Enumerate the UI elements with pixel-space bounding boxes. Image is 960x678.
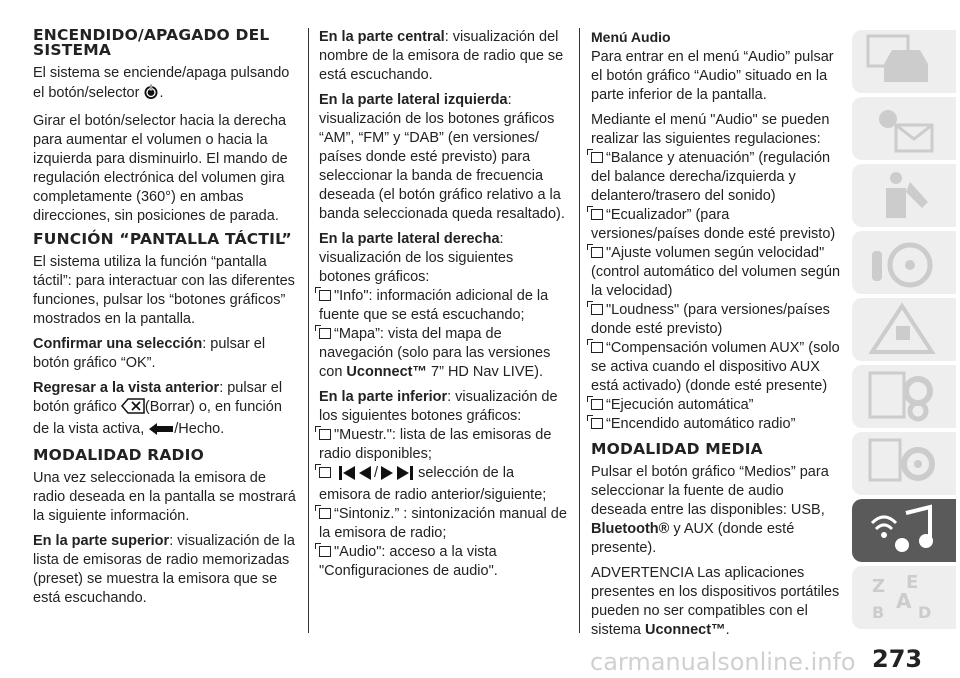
backspace-icon [121, 398, 145, 420]
list-item: “Compensación volumen AUX” (solo se activa cuando el dispositivo AUX está activado) (donde esté presente) [591, 340, 840, 394]
para-audio: Para entrar en el menú “Audio” pulsar el botón gráfico “Audio” situado en la parte inferior de la pantalla. [591, 49, 834, 103]
heading-radio: MODALIDAD RADIO [33, 446, 204, 464]
para-inferior: En la parte inferior: visualización de los siguientes botones gráficos: [319, 389, 558, 424]
bullet-icon [591, 209, 603, 220]
bullet-icon [591, 247, 603, 258]
bullet-icon [319, 546, 331, 557]
para-mediante: Mediante el menú "Audio" se pueden realizar las siguientes regulaciones: [591, 112, 830, 147]
tab-emergency[interactable] [852, 298, 956, 361]
list-item: “Ecualizador” (para versiones/países donde esté previsto) [591, 207, 836, 242]
heading-encendido: ENCENDIDO/APAGADO DEL SISTEMA [33, 26, 270, 59]
svg-text:D: D [918, 603, 932, 622]
list-item: “Ejecución automática” [591, 396, 841, 415]
tab-safety[interactable] [852, 164, 956, 227]
multimedia-icon [866, 503, 942, 559]
svg-text:B: B [872, 603, 885, 622]
para-derecha: En la parte lateral derecha: visualización de los siguientes botones gráficos: [319, 231, 514, 285]
car-icon [866, 34, 942, 90]
tab-multimedia[interactable] [852, 499, 956, 562]
para-emisora: Una vez seleccionada la emisora de radio deseada en la pantalla se mostrará la siguiente información. [33, 470, 296, 524]
column-left [33, 28, 301, 614]
list-item: "Muestr.": lista de las emisoras de radio disponibles; [319, 427, 552, 462]
para-medios: Pulsar el botón gráfico “Medios” para seleccionar la fuente de audio deseada entre las disponibles: USB, Bluetooth® y AUX (donde esté presente). [591, 464, 829, 556]
tab-car-overview[interactable] [852, 30, 956, 93]
svg-text:E: E [906, 572, 919, 593]
svg-text:A: A [896, 589, 912, 613]
list-item: "Loudness" (para versiones/países donde esté previsto) [591, 302, 830, 337]
heading-funcion: FUNCIÓN “PANTALLA TÁCTIL” [33, 230, 292, 248]
tab-driving[interactable] [852, 231, 956, 294]
list-item: "Info": información adicional de la fuente que se está escuchando; [319, 288, 549, 323]
previous-icon [338, 466, 374, 486]
para-girar: Girar el botón/selector hacia la derecha para aumentar el volumen o hacia la izquierda para disminuirlo. El mando de regulación electrónica del volumen gira completamente (360°) en ambas direcciones, sin posiciones de parada. [33, 113, 288, 224]
index-letters-icon [866, 570, 942, 626]
para-encendido: El sistema se enciende/apaga pulsando el botón/selector . [33, 64, 301, 106]
list-item: "Ajuste volumen según velocidad" (control automático del volumen según la velocidad) [591, 245, 841, 299]
bullet-icon [319, 467, 331, 478]
list-item: "Audio": acceso a la vista "Configuraciones de audio". [319, 544, 498, 579]
warning-lights-icon [866, 101, 942, 157]
para-confirmar: Confirmar una selección: pulsar el botón gráfico “OK”. [33, 336, 266, 371]
bullet-icon [591, 152, 603, 163]
para-regresar: Regresar a la vista anterior: pulsar el botón gráfico (Borrar) o, en función de la vista activa, /Hecho. [33, 379, 301, 442]
watermark: carmanualsonline.info [590, 648, 856, 676]
para-pantalla: El sistema utiliza la función “pantalla táctil”: para interactuar con las diferentes funciones, pulsar los “botones gráficos” mostrados en la pantalla. [33, 254, 295, 327]
heading-media: MODALIDAD MEDIA [591, 440, 763, 458]
tab-specifications[interactable] [852, 432, 956, 495]
bullet-icon [319, 328, 331, 339]
power-icon [143, 83, 159, 106]
bullet-icon [591, 342, 603, 353]
list-item: “Mapa”: vista del mapa de navegación (solo para las versiones con Uconnect™ 7” HD Nav LIVE). [319, 326, 551, 380]
column-right [591, 28, 841, 646]
list-item: “Sintoniz.” : sintonización manual de la emisora de radio; [319, 506, 567, 541]
heading-menu-audio: Menú Audio [591, 29, 671, 45]
safety-icon [866, 168, 942, 224]
bullet-icon [319, 290, 331, 301]
svg-text:Z: Z [872, 576, 886, 597]
page-number: 273 [872, 645, 923, 673]
specifications-icon [866, 436, 942, 492]
maintenance-icon [866, 369, 942, 425]
list-item: “Encendido automático radio” [591, 415, 841, 434]
column-divider-1 [308, 28, 309, 633]
bullet-icon [591, 418, 603, 429]
bullet-icon [591, 304, 603, 315]
tab-maintenance[interactable] [852, 365, 956, 428]
list-item: / selección de la emisora de radio anterior/siguiente; [319, 465, 547, 503]
para-advertencia: ADVERTENCIA Las aplicaciones presentes en los dispositivos portátiles pueden no ser compatibles con el sistema Uconnect™. [591, 565, 840, 638]
bullet-icon [319, 508, 331, 519]
tab-warning-lights[interactable] [852, 97, 956, 160]
para-izquierda: En la parte lateral izquierda: visualización de los botones gráficos “AM”, “FM” y “DAB” (en versiones/ países donde esté previsto) para seleccionar la banda de frecuencia deseada (el botón gráfico relativo a la banda seleccionada queda resaltado). [319, 92, 565, 222]
list-item: “Balance y atenuación” (regulación del balance derecha/izquierda y delantero/trasero del sonido) [591, 150, 831, 204]
column-middle [319, 28, 567, 581]
para-superior: En la parte superior: visualización de la lista de emisoras de radio memorizadas (preset) se muestra la emisora que se está escuchando. [33, 533, 295, 606]
column-divider-2 [579, 28, 580, 633]
next-icon [378, 466, 414, 486]
steering-wheel-icon [866, 235, 942, 291]
emergency-icon [866, 302, 942, 358]
bullet-icon [319, 429, 331, 440]
return-arrow-icon [148, 422, 174, 442]
bullet-icon [591, 399, 603, 410]
tab-index[interactable] [852, 566, 956, 629]
para-central: En la parte central: visualización del nombre de la emisora de radio que se está escuchando. [319, 29, 564, 83]
